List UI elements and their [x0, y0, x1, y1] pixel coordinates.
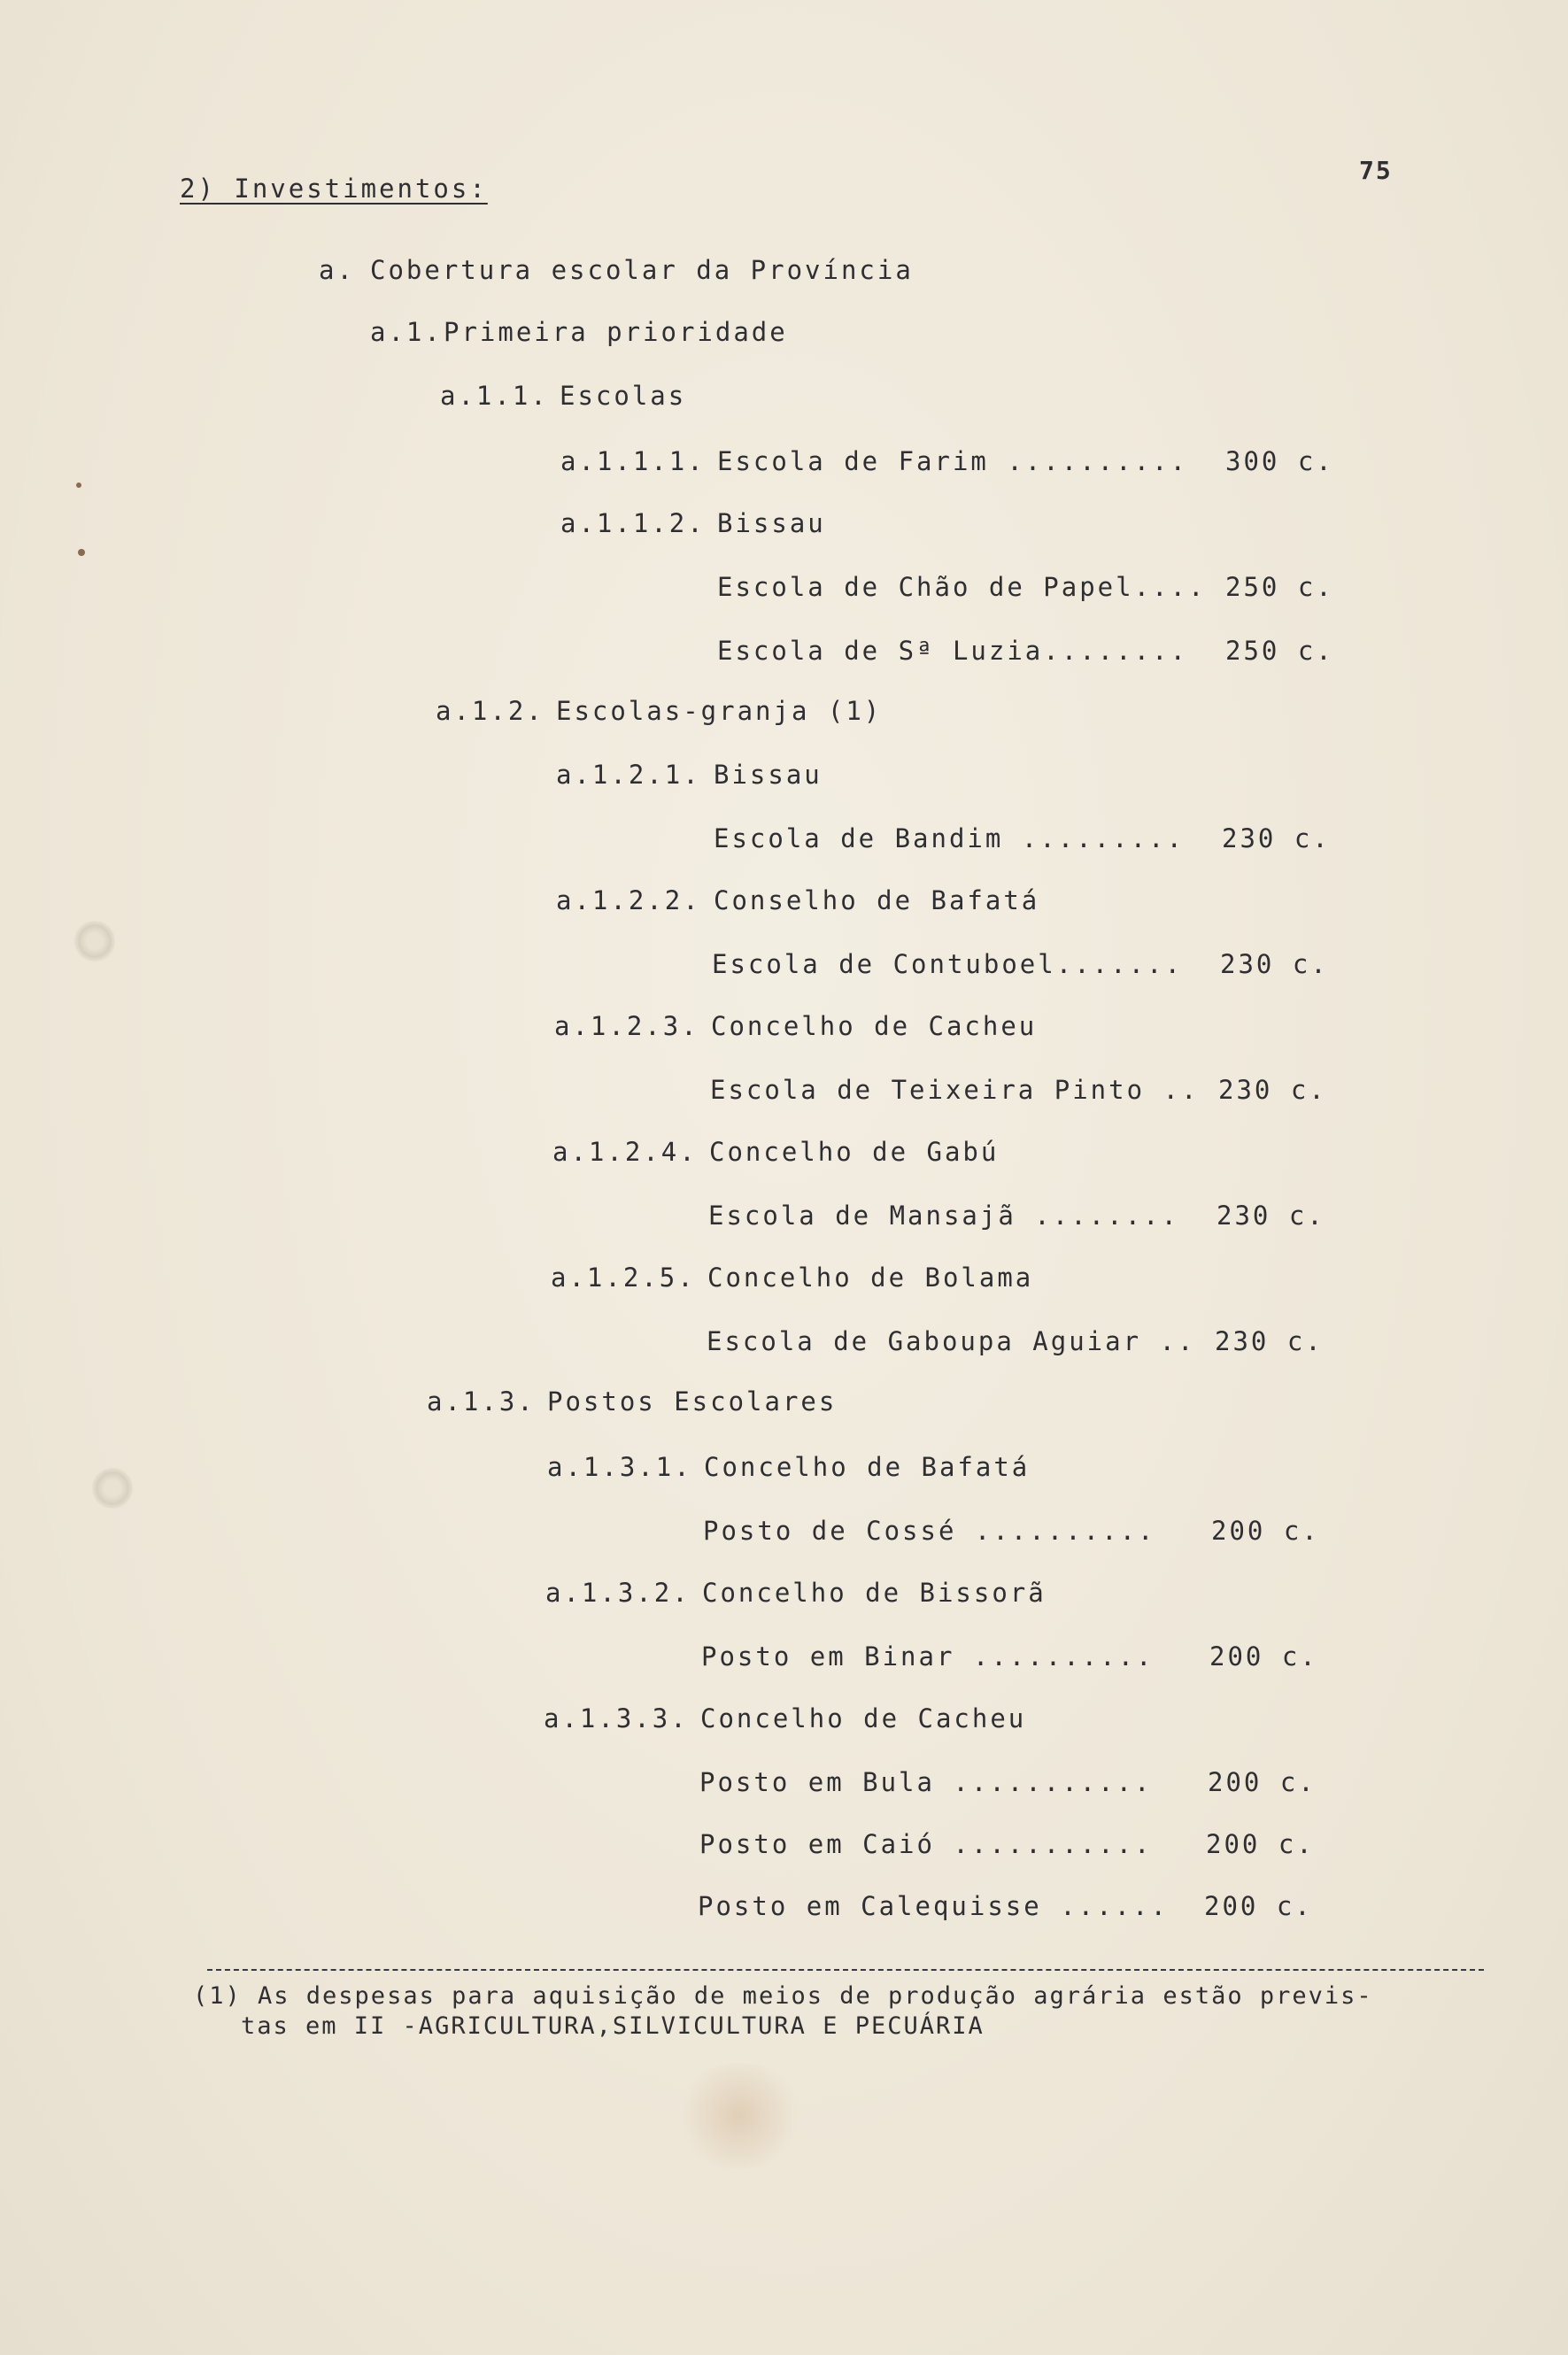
entry-code: a.1.2.4. [552, 1137, 698, 1167]
entry-text: Posto de Cossé .......... [703, 1516, 1156, 1546]
entry-text: Escola de Teixeira Pinto .. [710, 1075, 1200, 1105]
entry-amount: 200 c. [1204, 1891, 1313, 1921]
entry-amount: 230 c. [1215, 1326, 1324, 1356]
entry-amount: 250 c. [1225, 572, 1334, 602]
entry-text: Escola de Chão de Papel.... [717, 572, 1207, 602]
entry-amount: 200 c. [1211, 1516, 1320, 1546]
entry-code: a.1.3.2. [545, 1578, 691, 1608]
entry-text: Concelho de Cacheu [700, 1703, 1027, 1733]
entry-text: Postos Escolares [547, 1386, 838, 1417]
entry-amount: 250 c. [1225, 636, 1334, 666]
entry-text: Escola de Farim .......... [717, 446, 1188, 476]
entry-code: a.1.3.1. [547, 1452, 692, 1482]
page-number: 75 [1359, 156, 1393, 185]
entry-text: Primeira prioridade [444, 317, 788, 347]
entry-text: Bissau [717, 508, 826, 538]
entry-code: a.1. [370, 317, 443, 347]
entry-text: Concelho de Gabú [709, 1137, 1000, 1167]
entry-code: a.1.3.3. [544, 1703, 689, 1733]
entry-text: Concelho de Bolama [707, 1262, 1034, 1293]
entry-amount: 200 c. [1209, 1641, 1318, 1672]
entry-code: a.1.2. [436, 696, 545, 726]
entry-code: a.1.2.2. [556, 885, 701, 915]
speck [76, 483, 81, 488]
entry-code: a.1.2.5. [551, 1262, 696, 1293]
entry-text: Bissau [714, 760, 823, 790]
entry-amount: 300 c. [1225, 446, 1334, 476]
entry-amount: 230 c. [1218, 1075, 1327, 1105]
entry-code: a.1.1.1. [560, 446, 706, 476]
footnote-line-1: (1) As despesas para aquisição de meios de produção agrária estão previs- [193, 1982, 1373, 2010]
entry-code: a. [319, 255, 355, 285]
entry-text: Conselho de Bafatá [714, 885, 1040, 915]
entry-code: a.1.2.3. [554, 1011, 699, 1041]
speck [78, 549, 85, 556]
footnote-line-2: tas em II -AGRICULTURA,SILVICULTURA E PECUÁRIA [241, 2012, 985, 2040]
entry-code: a.1.3. [427, 1386, 536, 1417]
stain [673, 2063, 806, 2169]
entry-code: a.1.1. [440, 381, 549, 411]
entry-code: a.1.1.2. [560, 508, 706, 538]
entry-text: Posto em Caió ........... [699, 1829, 1153, 1859]
entry-text: Escola de Sª Luzia........ [717, 636, 1188, 666]
entry-code: a.1.2.1. [556, 760, 701, 790]
entry-text: Concelho de Cacheu [711, 1011, 1038, 1041]
entry-text: Cobertura escolar da Província [370, 255, 914, 285]
entry-text: Posto em Binar .......... [701, 1641, 1155, 1672]
entry-text: Concelho de Bafatá [704, 1452, 1031, 1482]
footnote-rule [207, 1969, 1484, 1971]
entry-text: Escola de Contuboel....... [712, 949, 1183, 979]
entry-text: Posto em Bula ........... [699, 1767, 1153, 1797]
entry-amount: 230 c. [1220, 949, 1329, 979]
entry-amount: 230 c. [1222, 823, 1331, 853]
punch-hole-lower [94, 1470, 131, 1507]
entry-text: Escolas-granja (1) [556, 696, 883, 726]
entry-text: Posto em Calequisse ...... [698, 1891, 1169, 1921]
entry-amount: 200 c. [1206, 1829, 1315, 1859]
entry-amount: 230 c. [1217, 1201, 1325, 1231]
entry-text: Escola de Bandim ......... [714, 823, 1185, 853]
entry-text: Escola de Mansajã ........ [708, 1201, 1179, 1231]
section-heading: 2) Investimentos: [180, 174, 488, 204]
entry-amount: 200 c. [1208, 1767, 1317, 1797]
entry-text: Escola de Gaboupa Aguiar .. [707, 1326, 1196, 1356]
entry-text: Concelho de Bissorã [702, 1578, 1047, 1608]
punch-hole-upper [76, 923, 113, 960]
entry-text: Escolas [560, 381, 687, 411]
